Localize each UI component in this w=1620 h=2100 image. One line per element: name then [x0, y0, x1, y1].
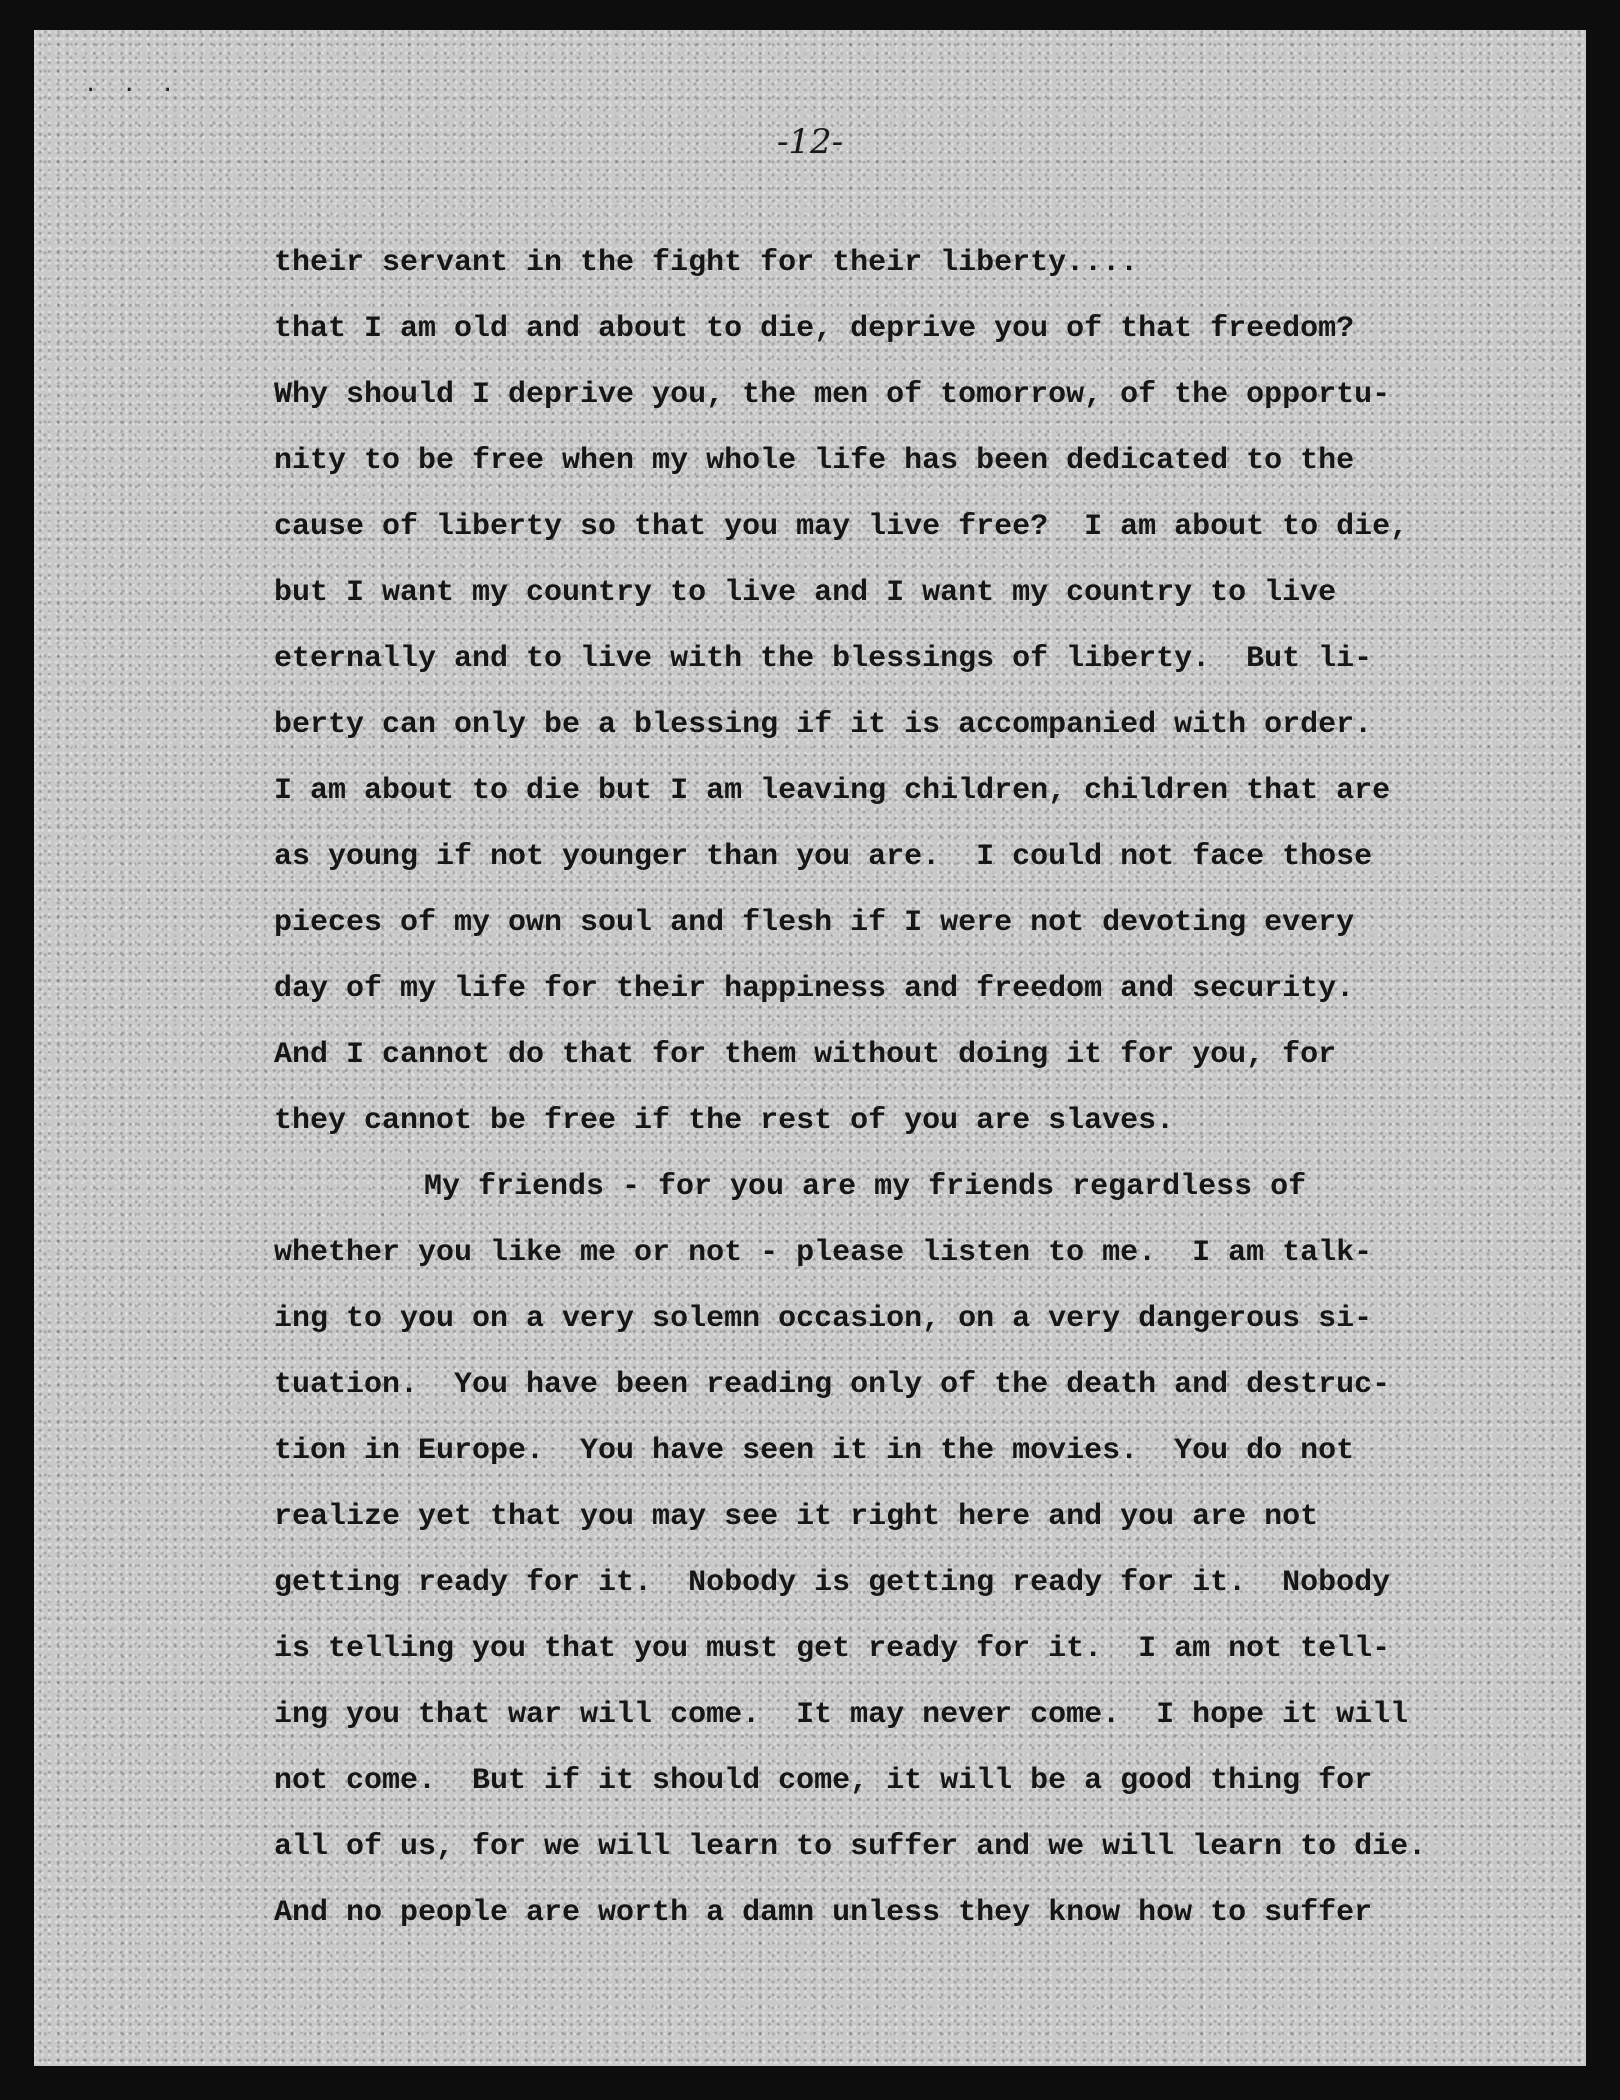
text-line: not come. But if it should come, it will be a good thing for [274, 1764, 1373, 1798]
text-line: tion in Europe. You have seen it in the movies. You do not [274, 1434, 1355, 1468]
margin-marks: · · · [84, 78, 181, 103]
text-line: realize yet that you may see it right here and you are not [274, 1500, 1319, 1534]
text-line: ing you that war will come. It may never come. I hope it will [274, 1698, 1409, 1732]
document-page [34, 30, 1586, 2066]
text-line: I am about to die but I am leaving children, children that are [274, 774, 1391, 808]
text-line: all of us, for we will learn to suffer and we will learn to die. [274, 1830, 1427, 1864]
page-number: -12- [776, 122, 844, 162]
text-line: Why should I deprive you, the men of tomorrow, of the opportu- [274, 378, 1391, 412]
text-line: berty can only be a blessing if it is accompanied with order. [274, 708, 1373, 742]
text-line: tuation. You have been reading only of the death and destruc- [274, 1368, 1391, 1402]
text-line: as young if not younger than you are. I could not face those [274, 840, 1373, 874]
text-line: whether you like me or not - please listen to me. I am talk- [274, 1236, 1373, 1270]
text-line: is telling you that you must get ready for it. I am not tell- [274, 1632, 1391, 1666]
text-line: their servant in the fight for their liberty.... [274, 246, 1139, 280]
text-line: day of my life for their happiness and freedom and security. [274, 972, 1355, 1006]
text-line: getting ready for it. Nobody is getting ready for it. Nobody [274, 1566, 1391, 1600]
text-line: that I am old and about to die, deprive you of that freedom? [274, 312, 1355, 346]
text-line: they cannot be free if the rest of you are slaves. [274, 1104, 1175, 1138]
text-line: but I want my country to live and I want my country to live [274, 576, 1337, 610]
text-line: And no people are worth a damn unless they know how to suffer [274, 1896, 1373, 1930]
text-line: And I cannot do that for them without doing it for you, for [274, 1038, 1337, 1072]
body-text [274, 230, 1564, 1946]
text-line: nity to be free when my whole life has been dedicated to the [274, 444, 1355, 478]
text-line: ing to you on a very solemn occasion, on a very dangerous si- [274, 1302, 1373, 1336]
text-line: cause of liberty so that you may live free? I am about to die, [274, 510, 1409, 544]
text-line: eternally and to live with the blessings of liberty. But li- [274, 642, 1373, 676]
text-line: pieces of my own soul and flesh if I were not devoting every [274, 906, 1355, 940]
paragraph-start-line: My friends - for you are my friends regardless of [424, 1170, 1307, 1204]
